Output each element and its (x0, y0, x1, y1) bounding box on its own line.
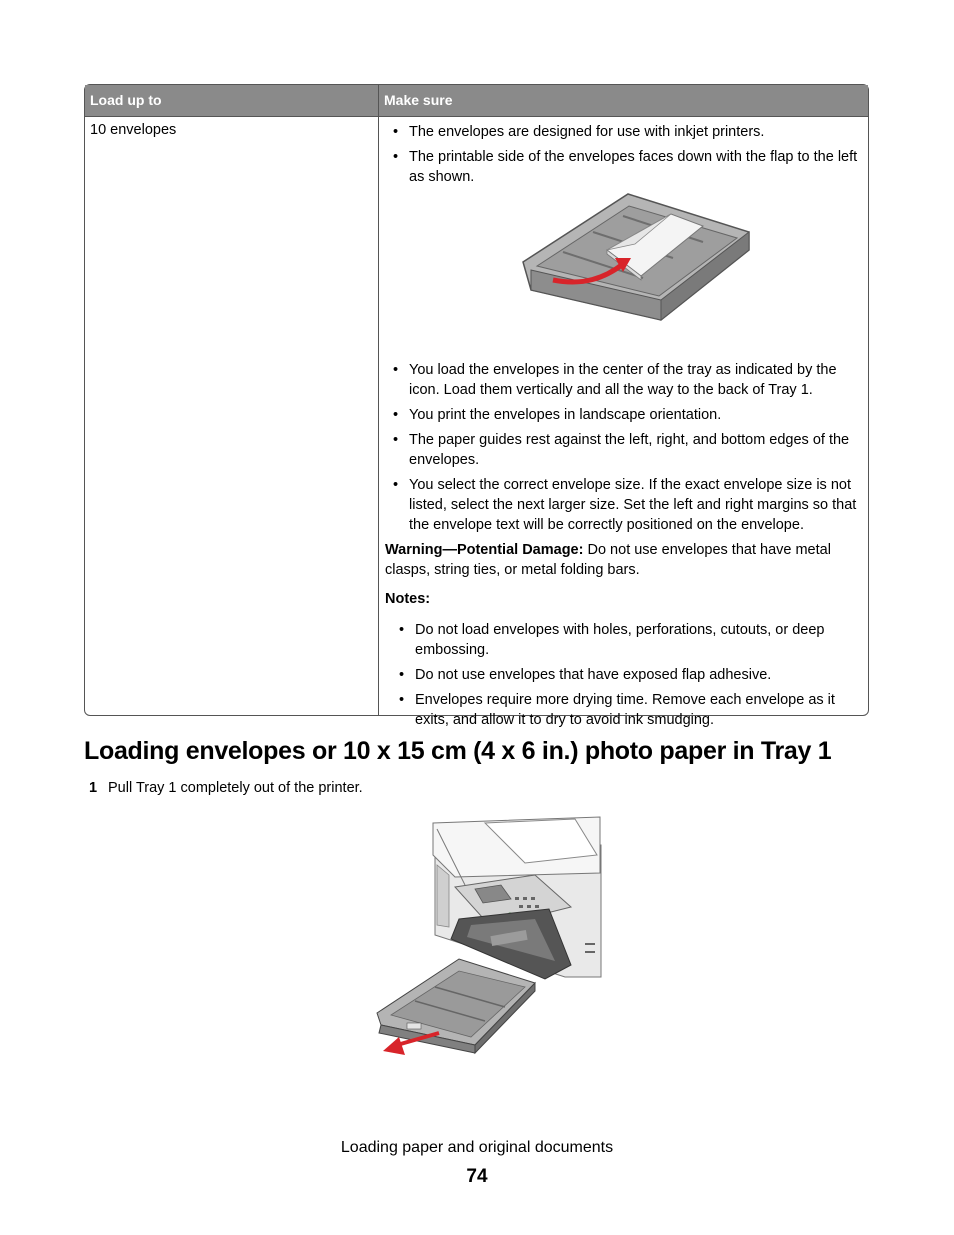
list-item: • Do not load envelopes with holes, perforations, cutouts, or deep embossing. (385, 620, 865, 660)
warning-label: Warning—Potential Damage: (385, 542, 584, 558)
tray-with-envelopes-image (523, 192, 753, 327)
warning-text: Do not use envelopes that have metal clasps, string ties, or metal folding bars. (385, 542, 831, 578)
table-header (85, 85, 868, 117)
page-number: 74 (466, 1166, 488, 1187)
list-item: • The printable side of the envelopes faces down with the flap to the left as shown. (385, 147, 865, 187)
step-number: 1 (89, 780, 98, 796)
list-item: • You load the envelopes in the center of the tray as indicated by the icon. Load them vertically and all the way to the back of Tray 1. (385, 360, 865, 400)
step-text: Pull Tray 1 completely out of the printer. (108, 780, 363, 796)
header-load-up-to: Load up to (90, 92, 162, 108)
list-item: • You print the envelopes in landscape orientation. (385, 405, 865, 425)
notes-label: Notes: (385, 591, 431, 607)
column-divider (378, 85, 379, 715)
printer-tray-illustration (375, 815, 601, 1065)
header-make-sure: Make sure (384, 92, 453, 108)
make-sure-cell (385, 122, 865, 735)
list-item: • The paper guides rest against the left, right, and bottom edges of the envelopes. (385, 430, 865, 470)
make-sure-list-bottom (385, 360, 865, 535)
list-item: • Do not use envelopes that have exposed flap adhesive. (385, 665, 865, 685)
step-1 (89, 780, 363, 796)
section-heading: Loading envelopes or 10 x 15 cm (4 x 6 in.) photo paper in Tray 1 (84, 737, 832, 765)
footer-section-title: Loading paper and original documents (340, 1139, 614, 1156)
envelope-tray-illustration (385, 192, 865, 354)
list-item: • You select the correct envelope size. If the exact envelope size is not listed, select the next larger size. Set the left and right margins so that the envelope text will be correctly positioned on the envelope. (385, 475, 865, 535)
notes-list (385, 620, 865, 730)
warning-paragraph (385, 540, 865, 580)
load-up-to-cell: 10 envelopes (90, 122, 177, 138)
list-item: • The envelopes are designed for use with inkjet printers. (385, 122, 865, 142)
list-item: • Envelopes require more drying time. Remove each envelope as it exits, and allow it to dry to avoid ink smudging. (385, 690, 865, 730)
printer-pull-tray-image (375, 815, 601, 1060)
make-sure-list-top (385, 122, 865, 187)
envelope-table (84, 84, 869, 728)
